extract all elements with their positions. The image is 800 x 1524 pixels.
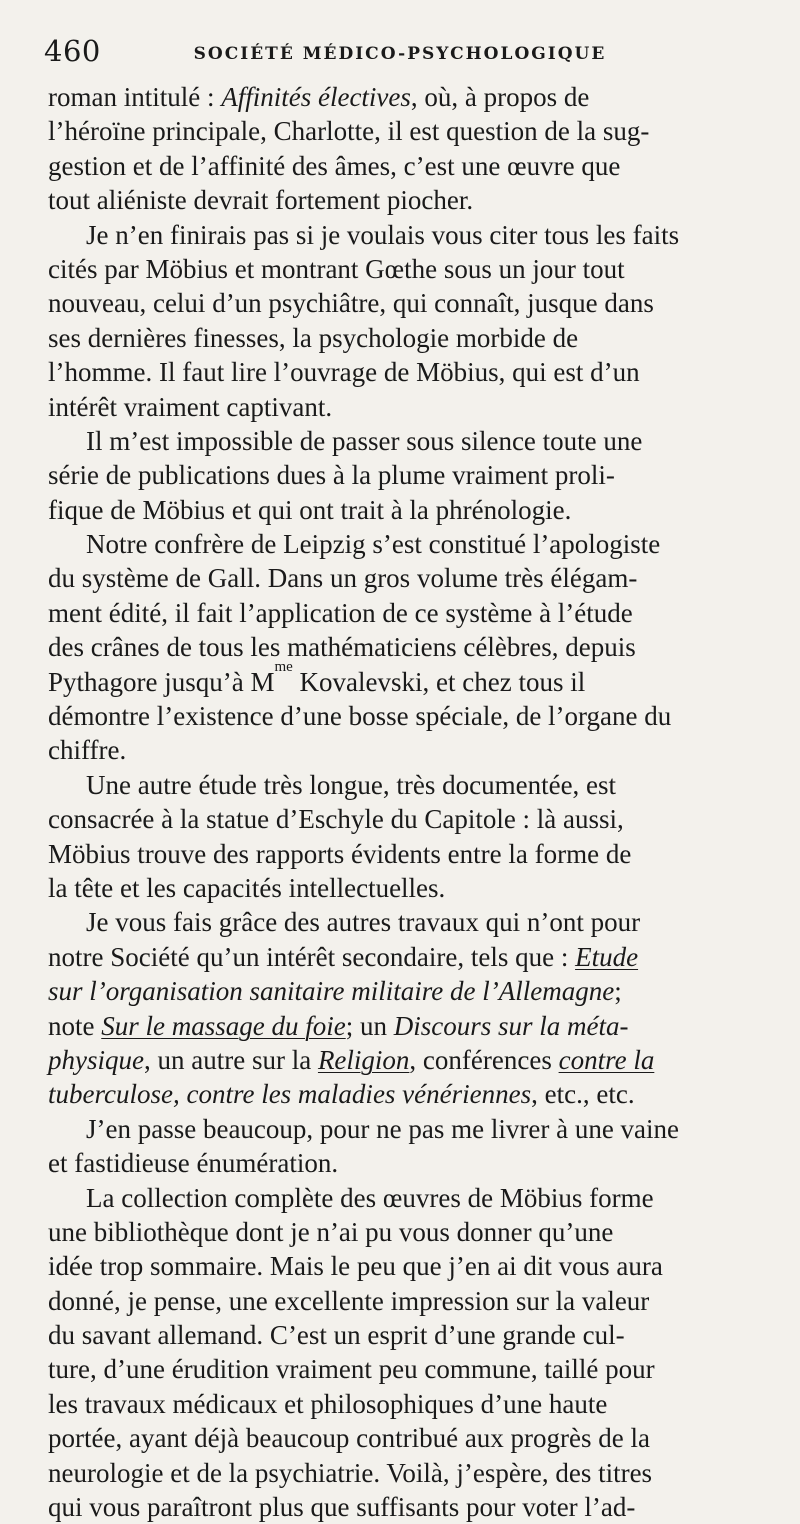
page-number: 460 xyxy=(44,34,101,68)
text-line xyxy=(48,286,750,320)
text-run: idée trop sommaire. Mais le peu que j’en ai dit vous aura xyxy=(48,1251,663,1281)
text-line xyxy=(48,802,750,836)
text-line xyxy=(48,218,750,252)
text-run: note xyxy=(48,1011,101,1041)
text-line xyxy=(48,768,750,802)
text-run: fique de Möbius et qui ont trait à la phrénologie. xyxy=(48,495,571,525)
text-line xyxy=(48,1215,750,1249)
text-line xyxy=(48,493,750,527)
text-run: , où, à propos de xyxy=(411,82,589,112)
paragraph xyxy=(48,218,750,424)
italic-text: physique xyxy=(48,1045,144,1075)
paragraph xyxy=(48,905,750,1111)
italic-text: contre les maladies vénériennes xyxy=(186,1079,531,1109)
text-run: chiffre. xyxy=(48,735,126,765)
text-line xyxy=(48,1077,750,1111)
text-line xyxy=(48,1387,750,1421)
text-line xyxy=(48,871,750,905)
text-run: l’homme. Il faut lire l’ouvrage de Möbius, qui est d’un xyxy=(48,357,640,387)
text-line xyxy=(48,630,750,664)
italic-text: sur l’organisation sanitaire militaire de l’Allemagne xyxy=(48,976,614,1006)
text-run: du savant allemand. C’est un esprit d’une grande cul- xyxy=(48,1320,625,1350)
text-run: Pythagore jusqu’à M xyxy=(48,667,274,697)
text-run: gestion et de l’affinité des âmes, c’est une œuvre que xyxy=(48,151,620,181)
text-run: Je n’en finirais pas si je voulais vous citer tous les faits xyxy=(86,220,679,250)
paragraph xyxy=(48,527,750,768)
text-run: ; xyxy=(614,976,622,1006)
text-line xyxy=(48,974,750,1008)
text-run: roman intitulé : xyxy=(48,82,221,112)
text-run: intérêt vraiment captivant. xyxy=(48,392,332,422)
italic-text: Affinités électives xyxy=(221,82,411,112)
text-run: les travaux médicaux et philosophiques d’une haute xyxy=(48,1389,607,1419)
text-line xyxy=(48,1421,750,1455)
text-run: , conférences xyxy=(409,1045,558,1075)
italic-text: Discours sur la méta- xyxy=(394,1011,629,1041)
superscript: me xyxy=(274,659,292,675)
text-line xyxy=(48,665,750,699)
text-run: ; un xyxy=(346,1011,394,1041)
text-line xyxy=(48,80,750,114)
text-run: Je vous fais grâce des autres travaux qui n’ont pour xyxy=(86,907,640,937)
text-run: Une autre étude très longue, très documentée, est xyxy=(86,770,616,800)
text-run: consacrée à la statue d’Eschyle du Capitole : là aussi, xyxy=(48,804,624,834)
text-line xyxy=(48,940,750,974)
text-run: J’en passe beaucoup, pour ne pas me livrer à une vaine xyxy=(86,1114,679,1144)
text-line xyxy=(48,1352,750,1386)
text-line xyxy=(48,733,750,767)
text-line xyxy=(48,1456,750,1490)
running-title: SOCIÉTÉ MÉDICO-PSYCHOLOGIQUE xyxy=(44,44,756,64)
paragraph xyxy=(48,424,750,527)
text-line xyxy=(48,1112,750,1146)
italic-text: tuberculose, xyxy=(48,1079,186,1109)
text-line xyxy=(48,1146,750,1180)
text-run: ment édité, il fait l’application de ce système à l’étude xyxy=(48,598,633,628)
text-line xyxy=(48,527,750,561)
text-line xyxy=(48,424,750,458)
text-line xyxy=(48,1318,750,1352)
text-run: ses dernières finesses, la psychologie morbide de xyxy=(48,323,578,353)
text-line xyxy=(48,1009,750,1043)
text-run: Notre confrère de Leipzig s’est constitué l’apologiste xyxy=(86,529,660,559)
text-run: série de publications dues à la plume vraiment proli- xyxy=(48,460,615,490)
text-run: et fastidieuse énumération. xyxy=(48,1148,338,1178)
text-line xyxy=(48,321,750,355)
body-text xyxy=(48,80,750,1524)
text-line xyxy=(48,561,750,595)
text-line xyxy=(48,114,750,148)
text-run: neurologie et de la psychiatrie. Voilà, j’espère, des titres xyxy=(48,1458,652,1488)
text-run: donné, je pense, une excellente impression sur la valeur xyxy=(48,1286,649,1316)
paragraph xyxy=(48,1112,750,1181)
text-run: la tête et les capacités intellectuelles. xyxy=(48,873,445,903)
text-line xyxy=(48,1181,750,1215)
italic-text: contre la xyxy=(559,1045,655,1075)
text-line xyxy=(48,390,750,424)
text-run: l’héroïne principale, Charlotte, il est question de la sug- xyxy=(48,116,649,146)
paragraph xyxy=(48,1181,750,1524)
text-line xyxy=(48,699,750,733)
text-line xyxy=(48,1284,750,1318)
page-header xyxy=(44,34,756,74)
text-run: , etc., etc. xyxy=(531,1079,634,1109)
text-run: Möbius trouve des rapports évidents entre la forme de xyxy=(48,839,631,869)
italic-text: Religion xyxy=(318,1045,409,1075)
paragraph xyxy=(48,768,750,906)
text-line xyxy=(48,837,750,871)
text-run: du système de Gall. Dans un gros volume très élégam- xyxy=(48,563,637,593)
text-run: Il m’est impossible de passer sous silence toute une xyxy=(86,426,642,456)
text-line xyxy=(48,596,750,630)
text-run: tout aliéniste devrait fortement piocher. xyxy=(48,185,473,215)
text-run: une bibliothèque dont je n’ai pu vous donner qu’une xyxy=(48,1217,613,1247)
italic-text: Etude xyxy=(575,942,638,972)
text-run: qui vous paraîtront plus que suffisants pour voter l’ad- xyxy=(48,1492,635,1522)
text-line xyxy=(48,1249,750,1283)
text-line xyxy=(48,355,750,389)
text-line xyxy=(48,1490,750,1524)
paragraph xyxy=(48,80,750,218)
text-run: portée, ayant déjà beaucoup contribué aux progrès de la xyxy=(48,1423,650,1453)
text-line xyxy=(48,252,750,286)
text-line xyxy=(48,905,750,939)
text-run: La collection complète des œuvres de Möbius forme xyxy=(86,1183,654,1213)
text-line xyxy=(48,458,750,492)
italic-text: Sur le massage du foie xyxy=(101,1011,345,1041)
text-run: cités par Möbius et montrant Gœthe sous un jour tout xyxy=(48,254,625,284)
text-run: nouveau, celui d’un psychiâtre, qui connaît, jusque dans xyxy=(48,288,654,318)
text-run: Kovalevski, et chez tous il xyxy=(293,667,585,697)
text-run: ture, d’une érudition vraiment peu commune, taillé pour xyxy=(48,1354,655,1384)
text-run: notre Société qu’un intérêt secondaire, tels que : xyxy=(48,942,575,972)
text-run: démontre l’existence d’une bosse spéciale, de l’organe du xyxy=(48,701,671,731)
text-run: des crânes de tous les mathématiciens célèbres, depuis xyxy=(48,632,636,662)
text-line xyxy=(48,1043,750,1077)
text-line xyxy=(48,183,750,217)
text-line xyxy=(48,149,750,183)
text-run: , un autre sur la xyxy=(144,1045,318,1075)
